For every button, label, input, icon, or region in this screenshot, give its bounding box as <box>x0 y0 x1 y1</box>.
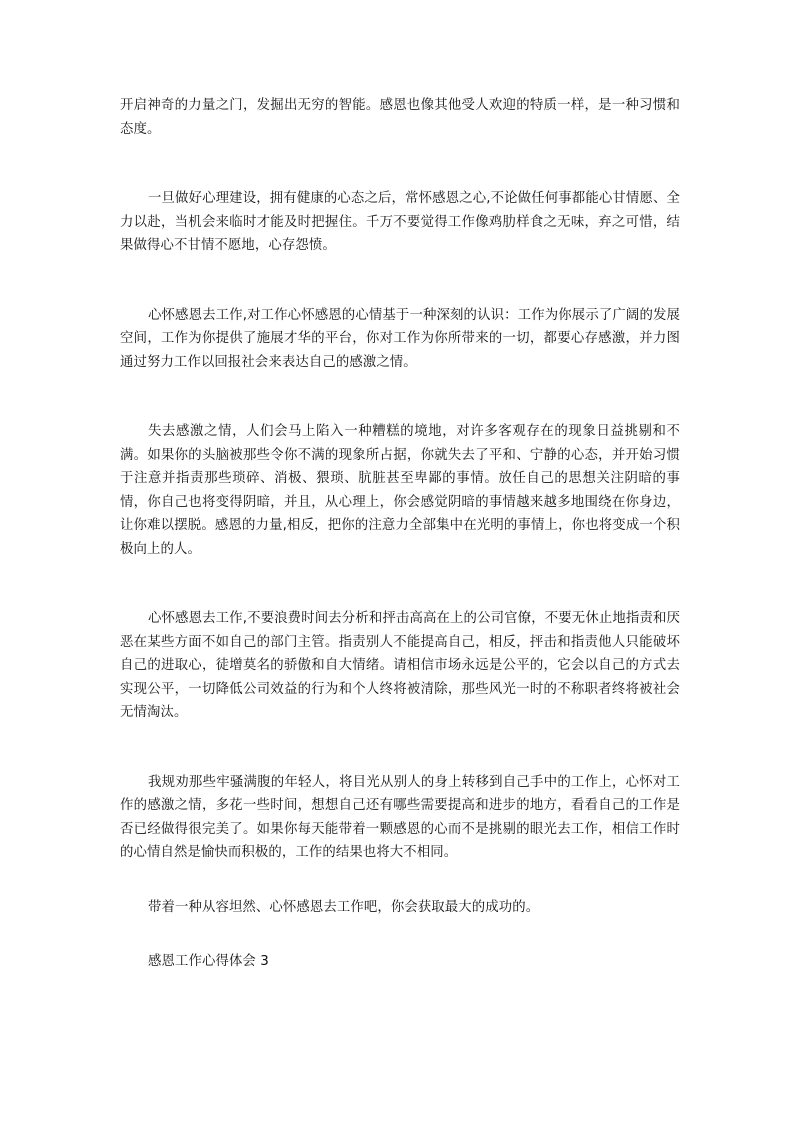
section-heading: 感恩工作心得体会 3 <box>148 954 269 969</box>
paragraph-5: 心怀感恩去工作,不要浪费时间去分析和抨击高高在上的公司官僚，不要无休止地指责和厌恶在某些方面不如自己的部门主管。指责别人不能提高自己，相反，抨击和指责他人只能破坏自己的进取心，徒增莫名的骄傲和自大情绪。请相信市场永远是公平的，它会以自己的方式去实现公平，一切降低公司效益的行为和个人终将被清除，那些风光一时的不称职者终将被社会无情淘汰。 <box>120 611 680 720</box>
paragraph-6: 我规劝那些牢骚满腹的年轻人，将目光从别人的身上转移到自己手中的工作上，心怀对工作的感激之情，多花一些时间，想想自己还有哪些需要提高和进步的地方，看看自己的工作是否已经做得很完美了。如果你每天能带着一颗感恩的心而不是挑剔的眼光去工作，相信工作时的心情自然是愉快而积极的，工作的结果也将大不相同。 <box>120 774 680 860</box>
paragraph-gap <box>120 141 680 187</box>
paragraph-gap <box>120 919 680 950</box>
paragraph-gap <box>120 561 680 607</box>
paragraph-3: 心怀感恩去工作,对工作心怀感恩的心情基于一种深刻的认识：工作为你展示了广阔的发展空间，工作为你提供了施展才华的平台，你对工作为你所带来的一切，都要心存感激，并力图通过努力工作以回报社会来表达自己的感激之情。 <box>120 307 680 370</box>
paragraph-7: 带着一种从容坦然、心怀感恩去工作吧，你会获取最大的成功的。 <box>148 899 540 915</box>
paragraph-gap <box>120 865 680 896</box>
document-body <box>120 94 680 974</box>
paragraph-gap <box>120 725 680 771</box>
paragraph-gap <box>120 374 680 420</box>
paragraph-gap <box>120 258 680 304</box>
paragraph-1: 开启神奇的力量之门，发掘出无穷的智能。感恩也像其他受人欢迎的特质一样，是一种习惯和态度。 <box>120 98 680 137</box>
paragraph-4: 失去感激之情，人们会马上陷入一种糟糕的境地，对许多客观存在的现象日益挑剔和不满。如果你的头脑被那些令你不满的现象所占据，你就失去了平和、宁静的心态，并开始习惯于注意并指责那些琐碎、消极、猥琐、肮脏甚至卑鄙的事情。放任自己的思想关注阴暗的事情，你自己也将变得阴暗，并且，从心理上，你会感觉阴暗的事情越来越多地围绕在你身边，让你难以摆脱。感恩的力量,相反，把你的注意力全部集中在光明的事情上，你也将变成一个积极向上的人。 <box>120 424 680 557</box>
paragraph-2: 一旦做好心理建设，拥有健康的心态之后，常怀感恩之心,不论做任何事都能心甘情愿、全力以赴，当机会来临时才能及时把握住。千万不要觉得工作像鸡肋样食之无味，弃之可惜，结果做得心不甘情不愿地，心存怨愤。 <box>120 191 680 253</box>
